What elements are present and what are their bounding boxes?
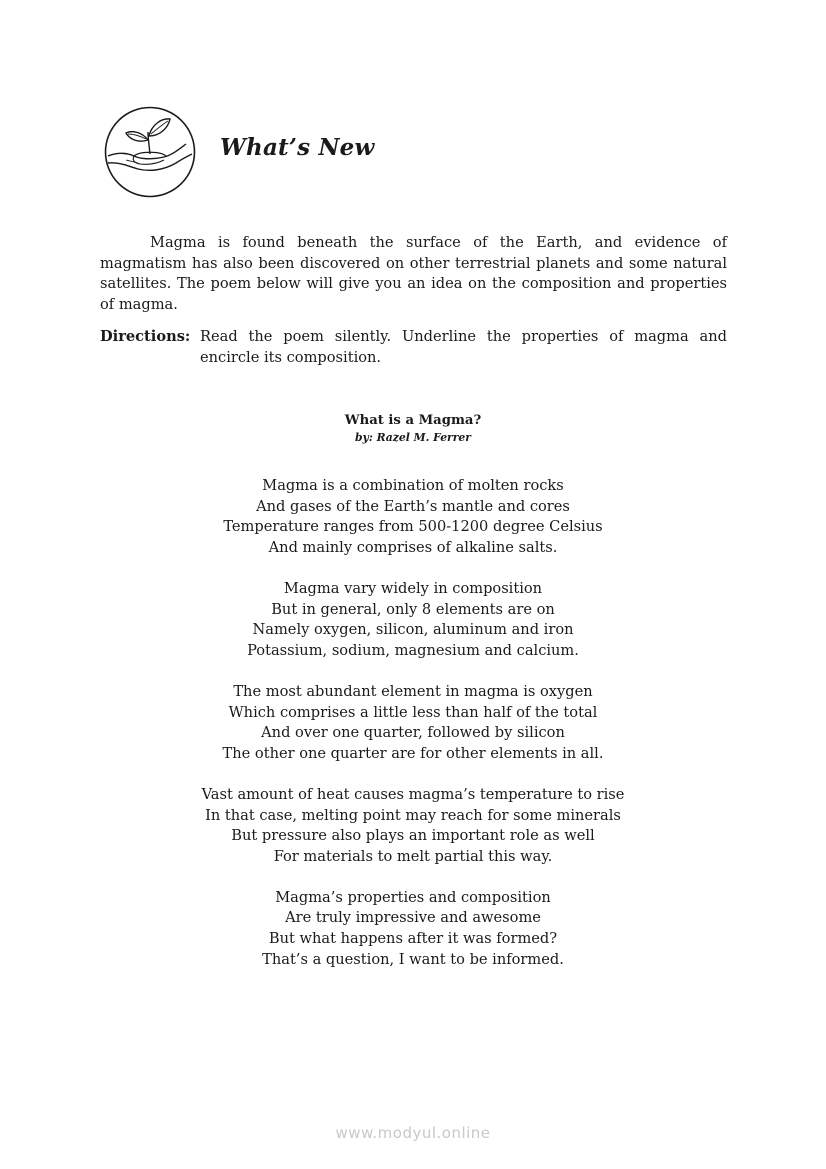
poem-line: Are truly impressive and awesome [285, 909, 541, 927]
poem-stanza [0, 579, 826, 661]
poem-line: Magma’s properties and composition [275, 888, 551, 906]
poem-line: But what happens after it was formed? [268, 930, 558, 948]
poem-line: Namely oxygen, silicon, aluminum and iron [252, 621, 574, 639]
poem-line: Which comprises a little less than half of the total [228, 703, 598, 721]
poem-stanza [0, 888, 826, 970]
poem-line: But in general, only 8 elements are on [271, 600, 555, 618]
directions [100, 327, 727, 368]
intro-paragraph: Magma is found beneath the surface of the Earth, and evidence of magmatism has also been discovered on other terrestrial planets and some natural satellites. The poem below will give you an idea on the composition and properties of magma. [100, 234, 727, 314]
poem-line: In that case, melting point may reach for some minerals [205, 806, 621, 824]
poem-author: by: Razel M. Ferrer [355, 431, 471, 444]
watermark: www.modyul.online [335, 1124, 491, 1142]
plant-in-hand-icon [104, 106, 196, 198]
poem-line: And over one quarter, followed by silicon [261, 724, 565, 742]
directions-text: Read the poem silently. Underline the properties of magma and encircle its composition. [200, 328, 727, 366]
poem-stanza [0, 785, 826, 867]
poem-line: That’s a question, I want to be informed. [262, 950, 564, 968]
poem-line: And gases of the Earth’s mantle and cores [256, 497, 570, 515]
poem [0, 476, 826, 991]
poem-line: Magma vary widely in composition [283, 579, 543, 597]
poem-line: Magma is a combination of molten rocks [262, 477, 564, 494]
poem-line: The most abundant element in magma is oxygen [233, 682, 593, 700]
poem-stanza [0, 476, 826, 558]
poem-title: What is a Magma? [344, 413, 482, 428]
poem-line: Temperature ranges from 500-1200 degree Celsius [223, 518, 603, 536]
poem-line: And mainly comprises of alkaline salts. [268, 538, 558, 556]
poem-line: For materials to melt partial this way. [273, 847, 553, 865]
directions-label: Directions: [100, 328, 191, 345]
poem-stanza [0, 682, 826, 764]
poem-line: Potassium, sodium, magnesium and calcium. [247, 641, 579, 659]
poem-line: The other one quarter are for other elements in all. [222, 744, 604, 762]
poem-line: Vast amount of heat causes magma’s temperature to rise [201, 785, 625, 803]
poem-line: But pressure also plays an important role as well [231, 827, 595, 845]
section-title: What’s New [220, 134, 375, 161]
